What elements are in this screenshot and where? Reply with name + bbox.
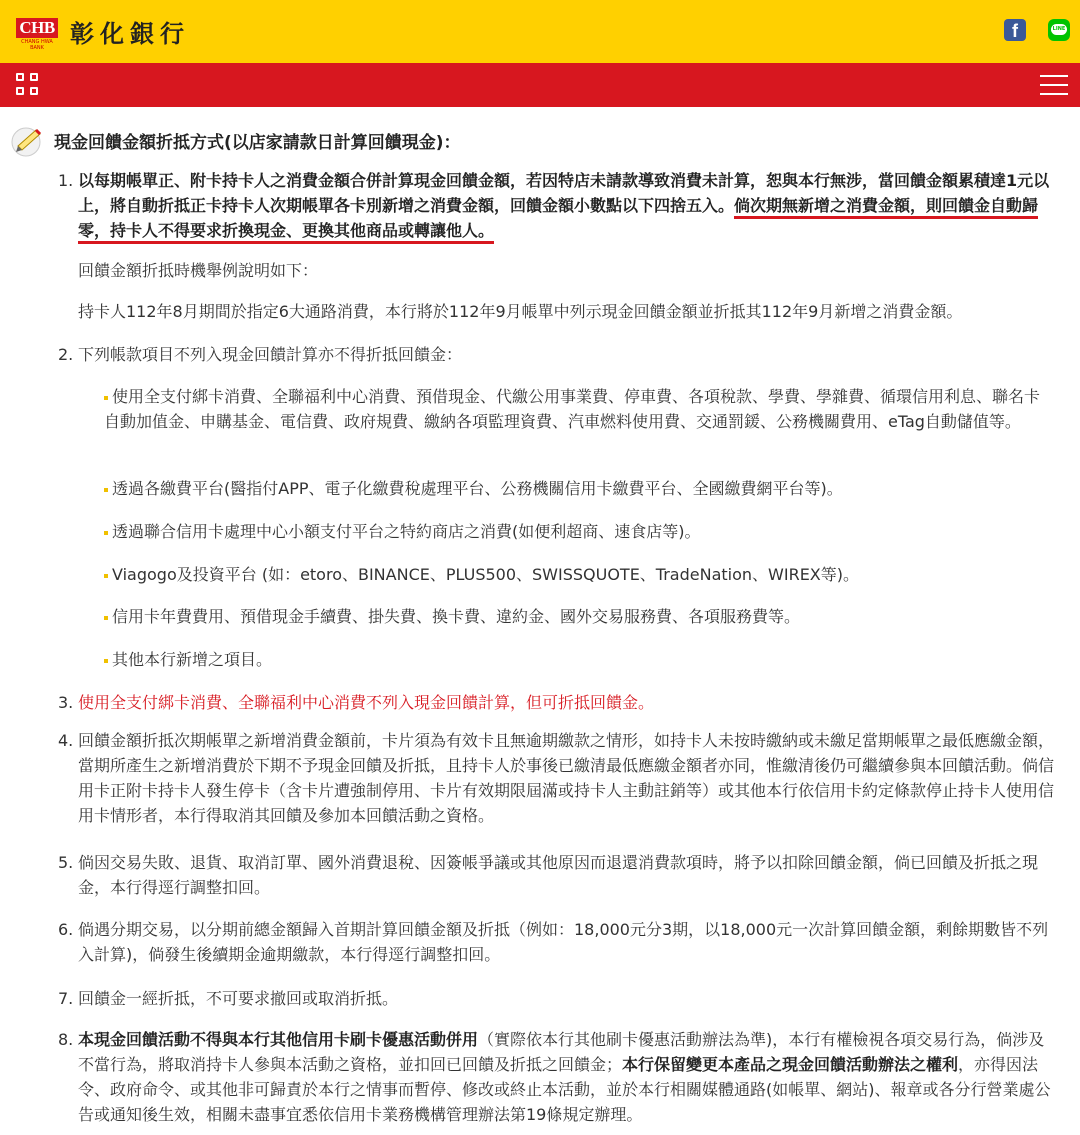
line-icon[interactable] [1048,19,1070,41]
item-7-text: 回饋金一經折抵，不可要求撤回或取消折抵。 [78,989,399,1008]
item-number: 8. [58,1030,74,1049]
section-header [10,122,461,158]
item-8-bold-2: 本行保留變更本產品之現金回饋活動辦法之權利 [622,1055,959,1074]
hamburger-menu-icon[interactable] [1040,75,1068,95]
item-number: 2. [58,345,74,364]
item-number: 6. [58,920,74,939]
list-item-8 [58,1027,1060,1127]
grid-icon[interactable] [16,73,40,97]
bullet-item: Viagogo及投資平台 (如：etoro、BINANCE、PLUS500、SWISSQUOTE、TradeNation、WIREX等)。 [104,562,1054,587]
item-8-text-2: ，亦得因法令、政府命令、或其他非可歸責於本行之情事而暫停、修改或終止本活動，並於本行相關媒體通路(如帳單、網站)、報章或各分行營業處公告或通知後生效，相關未盡事宜悉依信用卡業務機構管理辦法第19條規定辦理。 [78,1055,1051,1124]
item-number: 4. [58,731,74,750]
bullet-item: 信用卡年費費用、預借現金手續費、掛失費、換卡費、違約金、國外交易服務費、各項服務費等。 [104,604,1054,629]
bullet-item: 使用全支付綁卡消費、全聯福利中心消費、預借現金、代繳公用事業費、停車費、各項稅款、學費、學雜費、循環信用利息、聯名卡自動加值金、申購基金、電信費、政府規費、繳納各項監理資費、汽車燃料使用費、交通罰鍰、公務機關費用、eTag自動儲值等。 [104,387,1041,431]
item-2-text: 下列帳款項目不列入現金回饋計算亦不得折抵回饋金： [78,345,463,364]
bullet-item: 透過聯合信用卡處理中心小額支付平台之特約商店之消費(如便利超商、速食店等)。 [104,519,1054,544]
top-header [0,0,1080,63]
section-title: 現金回饋金額折抵方式(以店家請款日計算回饋現金)： [54,132,461,153]
bullet-square-icon [104,488,108,492]
logo-abbr: CHB [16,18,58,38]
list-item-4 [58,728,1060,828]
nav-bar [0,63,1080,107]
list-item-6 [58,917,1060,967]
list-item-1 [58,168,1060,243]
list-item-3 [58,690,1060,715]
item-number: 7. [58,989,74,1008]
item-8-bold-1: 本現金回饋活動不得與本行其他信用卡刷卡優惠活動併用 [78,1030,479,1049]
item-8-text-1: （實際依本行其他刷卡優惠活動辦法為準)，本行有權檢視各項交易行為，倘涉及不當行為，將取消持卡人參與本活動之資格，並扣回已回饋及折抵之回饋金； [78,1030,1045,1074]
bank-logo[interactable] [16,14,190,49]
item-6-text: 倘遇分期交易，以分期前總金額歸入首期計算回饋金額及折抵（例如：18,000元分3期，以18,000元一次計算回饋金額，剩餘期數皆不列入計算)，倘發生後續期金逾期繳款，本行得逕行調整扣回。 [78,920,1049,964]
chb-logo-badge [16,17,58,51]
bullet-square-icon [104,574,108,578]
item-number: 5. [58,853,74,872]
line-icon-text: LINE [1051,24,1067,35]
item-1-underlined-text: 倘次期無新增之消費金額，則回饋金自動歸零，持卡人不得要求折換現金、更換其他商品或轉讓他人。 [78,196,1038,244]
item-5-text: 倘因交易失敗、退貨、取消訂單、國外消費退稅、因簽帳爭議或其他原因而退還消費款項時，將予以扣除回饋金額，倘已回饋及折抵之現金，本行得逕行調整扣回。 [78,853,1039,897]
example-intro: 回饋金額折抵時機舉例說明如下： [78,261,319,280]
facebook-icon[interactable]: f [1004,19,1026,41]
item-number: 1. [58,171,74,190]
bank-name: 彰化銀行 [70,19,190,48]
list-item-5 [58,850,1060,900]
item-1-bold-text: 以每期帳單正、附卡持卡人之消費金額合併計算現金回饋金額，若因特店未請款導致消費未計算，恕與本行無涉，當回饋金額累積達1元以上，將自動折抵正卡持卡人次期帳單各卡別新增之消費金額，回饋金額小數點以下四捨五入。 [78,171,1050,215]
logo-subtext: CHANG HWA BANK [21,38,53,51]
item-4-text: 回饋金額折抵次期帳單之新增消費金額前，卡片須為有效卡且無逾期繳款之情形，如持卡人未按時繳納或未繳足當期帳單之最低應繳金額，當期所產生之新增消費於下期不予現金回饋及折抵，且持卡人於事後已繳清最低應繳金額者亦同，惟繳清後仍可繼續參與本回饋活動。倘信用卡正附卡持卡人發生停卡（含卡片遭強制停用、卡片有效期限屆滿或持卡人主動註銷等）或其他本行依信用卡約定條款停止持卡人使用信用卡情形者，本行得取消其回饋及參加本回饋活動之資格。 [78,731,1055,825]
list-item-7 [58,986,1060,1011]
list-item-2 [58,342,1060,367]
item-3-text: 使用全支付綁卡消費、全聯福利中心消費不列入現金回饋計算，但可折抵回饋金。 [78,693,655,712]
bullet-square-icon [104,396,108,400]
bullet-item: 透過各繳費平台(醫指付APP、電子化繳費稅處理平台、公務機關信用卡繳費平台、全國繳費網平台等)。 [104,476,1054,501]
bullet-item: 其他本行新增之項目。 [104,647,1054,672]
bullet-square-icon [104,616,108,620]
example-text: 持卡人112年8月期間於指定6大通路消費，本行將於112年9月帳單中列示現金回饋金額並折抵其112年9月新增之消費金額。 [78,302,963,321]
bullet-square-icon [104,659,108,663]
item-number: 3. [58,693,74,712]
pencil-note-icon [10,122,46,158]
bullet-square-icon [104,531,108,535]
